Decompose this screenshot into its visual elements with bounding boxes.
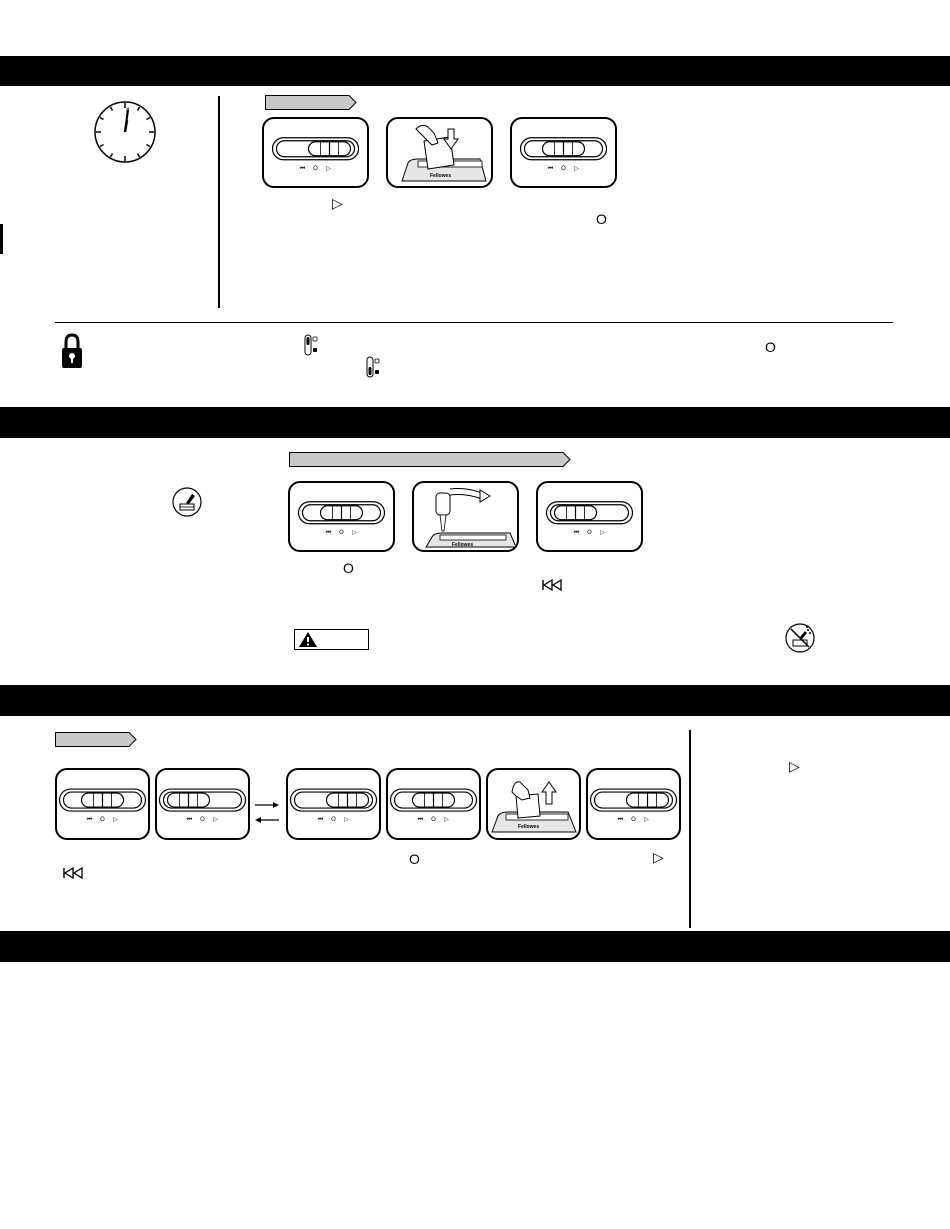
- edge-mark: [0, 224, 3, 254]
- switch-knob: [309, 142, 351, 156]
- no-oil-aerosol-icon: [785, 623, 815, 653]
- auto-label: ▷: [344, 816, 349, 824]
- slide-switch-diagram: [588, 770, 679, 838]
- section3-divider: [689, 730, 691, 928]
- slide-switch-diagram: [388, 770, 479, 838]
- svg-text:Fellowes: Fellowes: [518, 824, 540, 830]
- step-tab-1: [265, 95, 357, 110]
- switch-knob: [327, 793, 369, 807]
- off-symbol-3: O: [343, 560, 354, 576]
- padlock-icon: [61, 333, 83, 369]
- reverse-label: ⏮: [617, 816, 624, 824]
- switch-panel-jam-2: [155, 768, 250, 840]
- reverse-label: ⏮: [573, 528, 580, 536]
- section-bar-2: [0, 407, 950, 438]
- slide-switch-diagram: [538, 483, 641, 550]
- svg-text:Fellowes: Fellowes: [452, 542, 474, 548]
- remove-paper-panel: [486, 768, 581, 840]
- lock-switch-icon: [304, 334, 318, 356]
- off-label: O: [339, 528, 344, 536]
- off-symbol-4: O: [409, 851, 420, 867]
- auto-label: ▷: [444, 816, 449, 824]
- switch-panel-jam-4: [386, 768, 481, 840]
- off-label: O: [431, 816, 436, 824]
- switch-knob: [627, 793, 669, 807]
- reverse-label: ⏮: [299, 164, 306, 172]
- off-label: O: [631, 816, 636, 824]
- brand-label: Fellowes: [430, 173, 452, 179]
- switch-knob: [168, 793, 210, 807]
- switch-knob: [543, 142, 585, 156]
- auto-symbol-1: ▷: [332, 195, 343, 211]
- switch-knob: [321, 506, 363, 520]
- auto-label: ▷: [644, 816, 649, 824]
- section-bar-1: [0, 56, 950, 86]
- slide-switch-diagram: [264, 119, 367, 186]
- off-label: O: [313, 164, 318, 172]
- switch-panel-reverse: [536, 481, 643, 552]
- feed-paper-panel: [386, 117, 493, 188]
- auto-label: ▷: [113, 816, 118, 824]
- step-tab-3: [55, 732, 137, 747]
- warning-label: [294, 629, 369, 650]
- off-label: O: [200, 816, 205, 824]
- arrow-left-icon: [255, 811, 279, 829]
- switch-panel-jam-1: [55, 768, 150, 840]
- section1-rule: [55, 322, 893, 323]
- clock-icon: [93, 100, 157, 164]
- switch-panel-auto: [262, 117, 369, 188]
- oil-cartridge-icon: [172, 487, 202, 517]
- off-symbol-1: O: [596, 211, 607, 227]
- oil-apply-panel: [412, 481, 519, 552]
- slide-switch-diagram: [57, 770, 148, 838]
- off-label: O: [100, 816, 105, 824]
- auto-symbol-3: ▷: [789, 758, 800, 774]
- slide-switch-diagram: [157, 770, 248, 838]
- section-bar-3: [0, 685, 950, 716]
- switch-knob: [82, 793, 124, 807]
- switch-knob: [555, 506, 597, 520]
- section-bar-4: [0, 931, 950, 962]
- reverse-label: ⏮: [417, 816, 424, 824]
- reverse-label: ⏮: [86, 816, 93, 824]
- step-tab-2: [289, 452, 571, 467]
- reverse-label: ⏮: [317, 816, 324, 824]
- off-label: O: [587, 528, 592, 536]
- off-symbol-2: O: [765, 339, 776, 355]
- off-label: O: [331, 816, 336, 824]
- auto-label: ▷: [574, 164, 579, 172]
- switch-panel-off-2: [288, 481, 395, 552]
- reverse-label: ⏮: [186, 816, 193, 824]
- auto-label: ▷: [213, 816, 218, 824]
- reverse-symbol-2: [63, 867, 85, 879]
- switch-panel-off: [510, 117, 617, 188]
- slide-switch-diagram: [290, 483, 393, 550]
- auto-symbol-2: ▷: [653, 849, 664, 865]
- auto-label: ▷: [326, 164, 331, 172]
- off-label: O: [561, 164, 566, 172]
- section1-divider: [218, 96, 220, 308]
- reverse-label: ⏮: [547, 164, 554, 172]
- switch-panel-jam-3: [286, 768, 381, 840]
- warning-triangle-icon: [298, 631, 318, 648]
- slide-switch-diagram: [512, 119, 615, 186]
- switch-knob: [413, 793, 455, 807]
- auto-label: ▷: [600, 528, 605, 536]
- auto-label: ▷: [352, 528, 357, 536]
- reverse-label: ⏮: [325, 528, 332, 536]
- slide-switch-diagram: [288, 770, 379, 838]
- reverse-symbol-1: [542, 579, 564, 591]
- lock-switch-icon-2: [366, 356, 380, 378]
- switch-panel-jam-5: [586, 768, 681, 840]
